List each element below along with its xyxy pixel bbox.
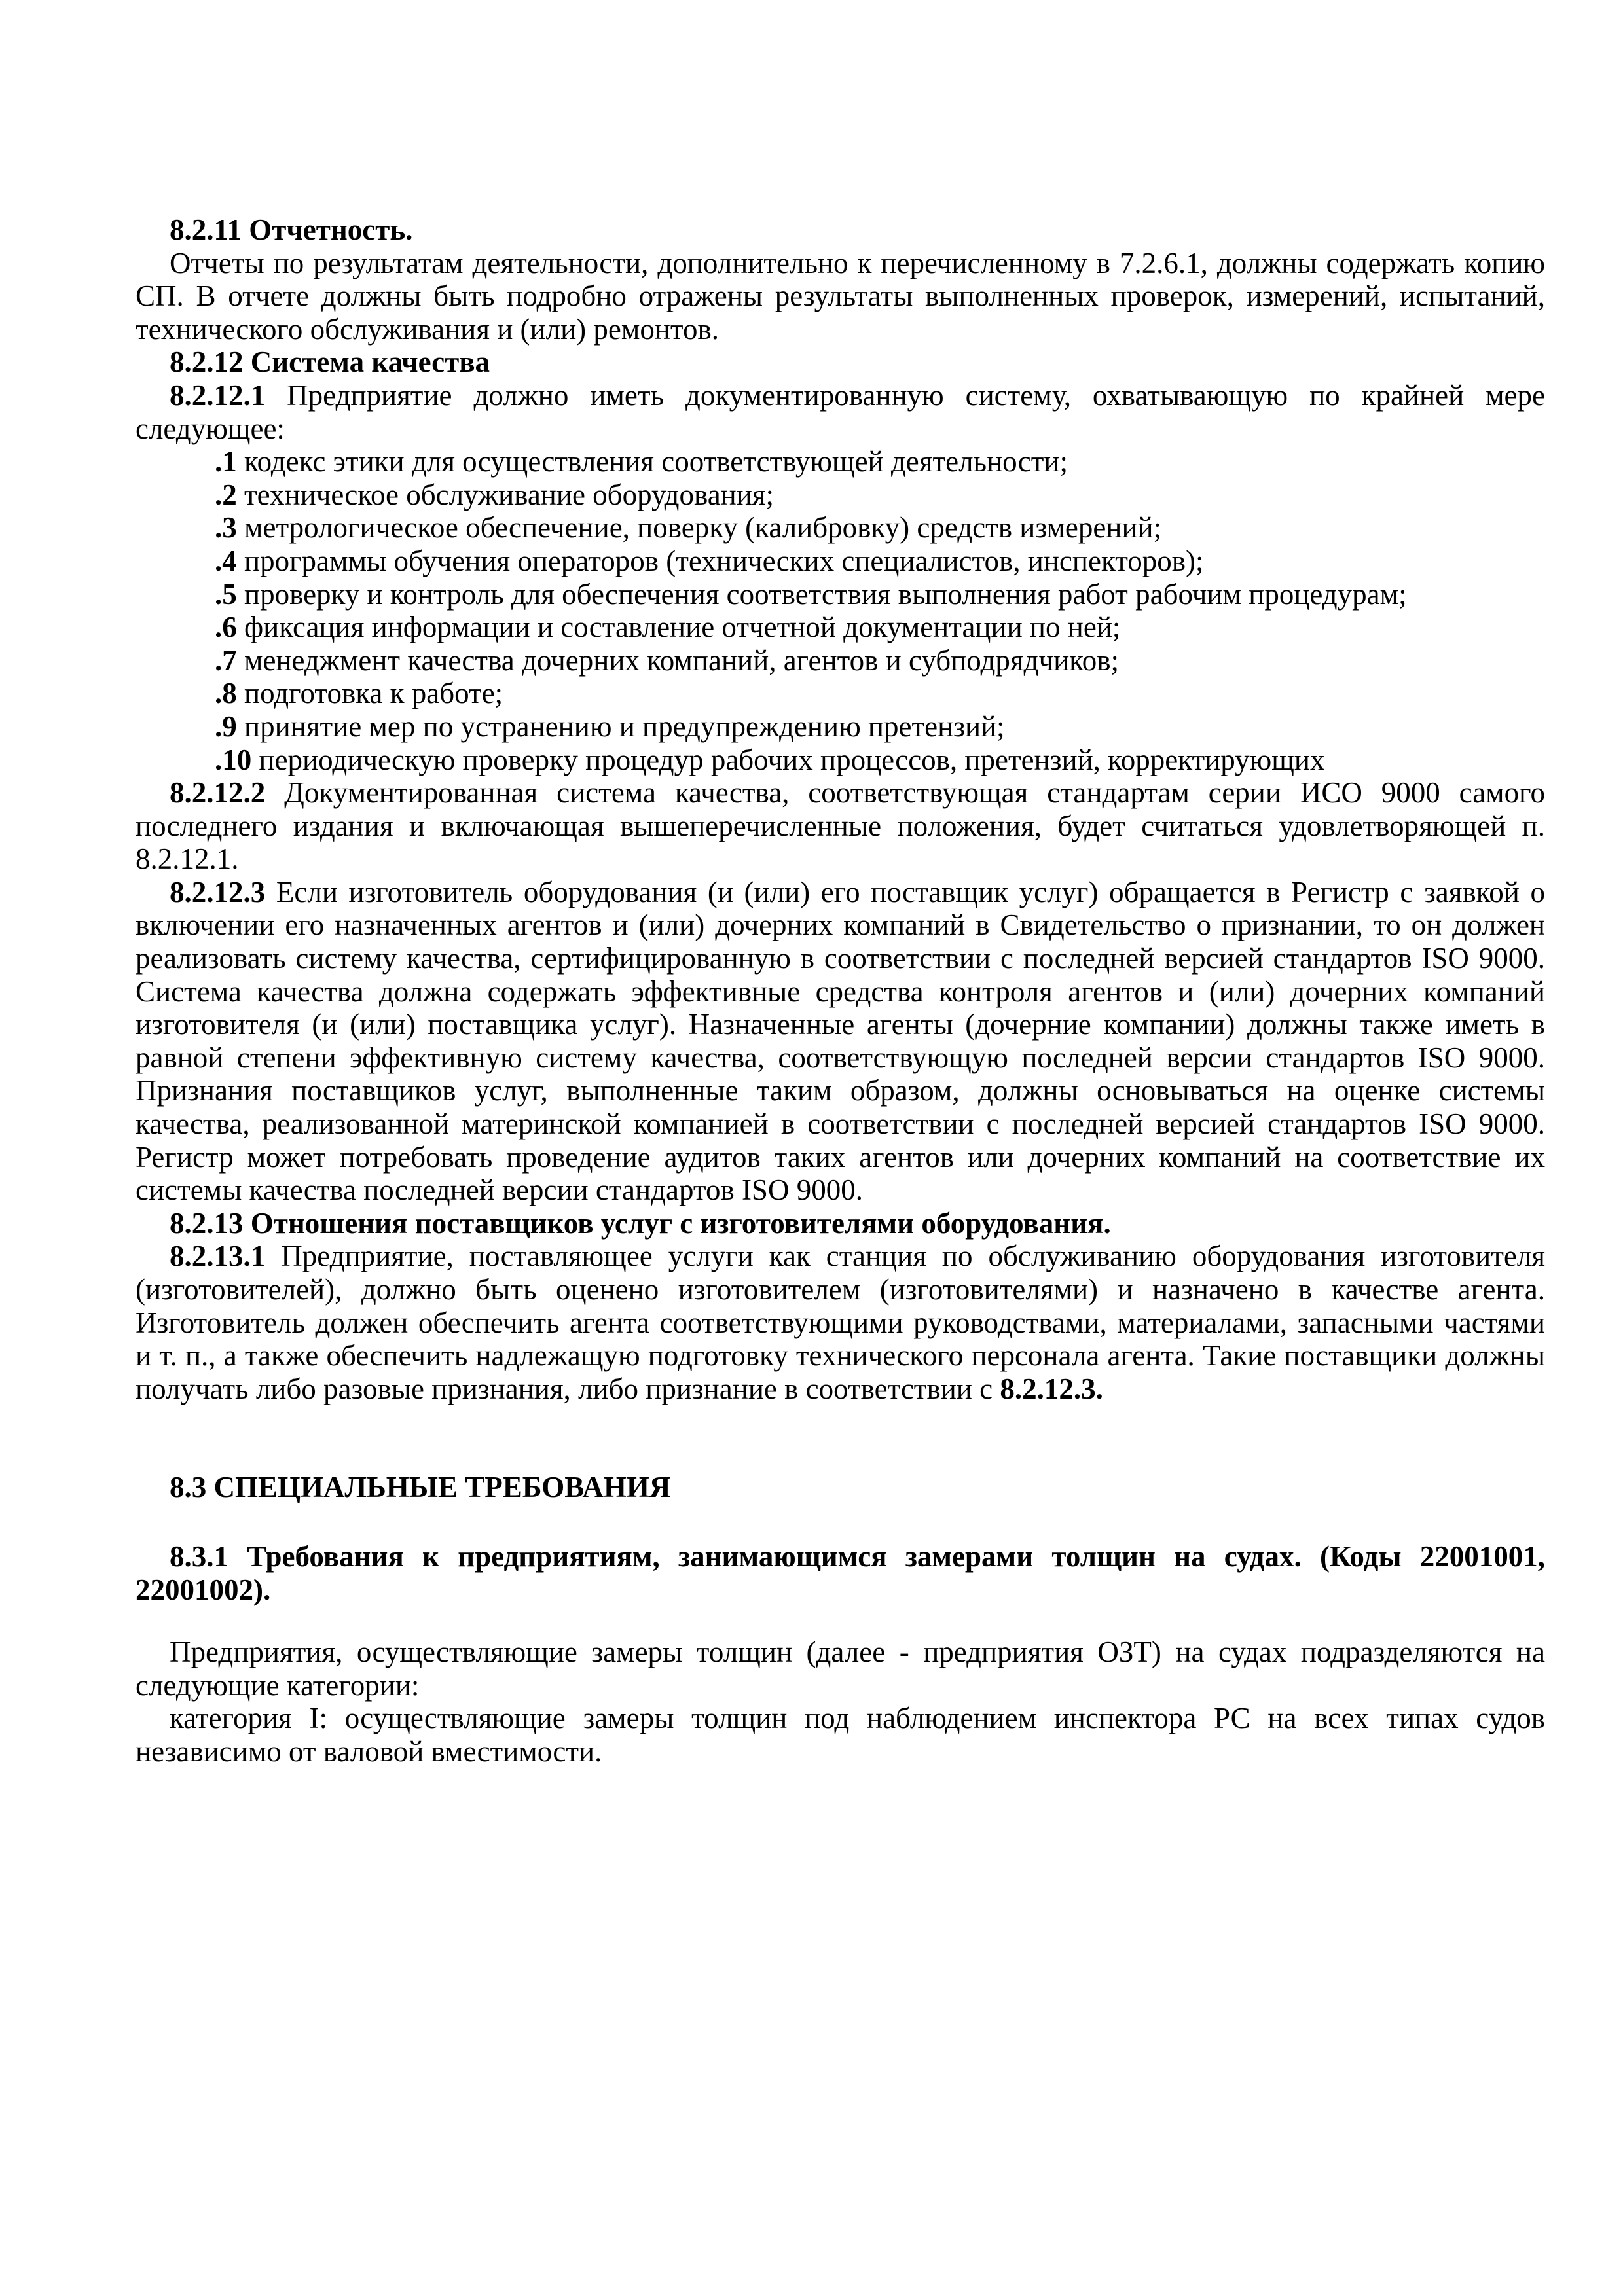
list-item-number: .3 <box>215 511 237 545</box>
cross-reference: 8.2.12.3. <box>1000 1372 1103 1405</box>
list-item <box>136 611 1545 644</box>
section-heading-8-2-13: 8.2.13 Отношения поставщиков услуг с изготовителями оборудования. <box>170 1206 1111 1240</box>
list-item-number: .8 <box>215 677 237 710</box>
spacer <box>136 1405 1545 1471</box>
quality-system-list <box>136 445 1545 776</box>
paragraph-8-2-13-1 <box>136 1240 1545 1405</box>
list-item-text: подготовка к работе; <box>236 677 503 710</box>
list-item-text: фиксация информации и составление отчетной документации по ней; <box>236 611 1121 644</box>
paragraph-category-1: категория I: осуществляющие замеры толщин под наблюдением инспектора РС на всех типах судов независимо от валовой вместимости. <box>136 1702 1545 1768</box>
list-item-text: периодическую проверку процедур рабочих процессов, претензий, корректирующих <box>251 743 1325 776</box>
document-page <box>136 213 1545 1768</box>
clause-text: Документированная система качества, соответствующая стандартам серии ИСО 9000 самого последнего издания и включающая вышеперечисленные положения, будет считаться удовлетворяющей п. 8.2.12.1. <box>136 776 1545 876</box>
list-item-number: .10 <box>215 743 252 776</box>
paragraph-8-2-12-3 <box>136 876 1545 1207</box>
list-item <box>136 445 1545 478</box>
subsection-heading-8-3-1: 8.3.1 Требования к предприятиям, занимающимся замерами толщин на судах. (Коды 22001001, 22001002). <box>136 1539 1545 1606</box>
section-heading-8-2-11: 8.2.11 Отчетность. <box>170 213 413 246</box>
spacer <box>136 1606 1545 1636</box>
list-item-text: техническое обслуживание оборудования; <box>236 478 775 511</box>
list-item-number: .2 <box>215 478 237 511</box>
list-item-number: .9 <box>215 709 237 743</box>
clause-number: 8.2.12.2 <box>170 776 266 810</box>
section-heading-8-2-12: 8.2.12 Система качества <box>170 346 490 379</box>
clause-text: Предприятие должно иметь документированную систему, охватывающую по крайней мере следующее: <box>136 378 1545 445</box>
list-item <box>136 478 1545 512</box>
paragraph-8-2-12-1 <box>136 379 1545 445</box>
clause-text: Если изготовитель оборудования (и (или) его поставщик услуг) обращается в Регистр с заявкой о включении его назначенных агентов и (или) дочерних компаний в Свидетельство о признании, то он должен реализовать систему качества, сертифицированную в соответствии с последней версией стандартов ISO 9000. Система качества должна содержать эффективные средства контроля агентов и (или) дочерних компаний изготовителя (и (или) поставщика услуг). Назначенные агенты (дочерние компании) должны также иметь в равной степени эффективную систему качества, соответствующую последней версии стандартов ISO 9000. Признания поставщиков услуг, выполненные таким образом, должны основываться на оценке системы качества, реализованной материнской компанией в соответствии с последней версией стандартов ISO 9000. Регистр может потребовать проведение аудитов таких агентов или дочерних компаний на соответствие их системы качества последней версии стандартов ISO 9000. <box>136 875 1545 1207</box>
list-item <box>136 677 1545 710</box>
list-item-text: кодекс этики для осуществления соответствующей деятельности; <box>236 445 1068 478</box>
section-heading-8-3: 8.3 СПЕЦИАЛЬНЫЕ ТРЕБОВАНИЯ <box>170 1471 671 1504</box>
list-item-text: программы обучения операторов (технических специалистов, инспекторов); <box>236 544 1204 577</box>
paragraph-reporting: Отчеты по результатам деятельности, дополнительно к перечисленному в 7.2.6.1, должны содержать копию СП. В отчете должны быть подробно отражены результаты выполненных проверок, измерений, испытаний, технического обслуживания и (или) ремонтов. <box>136 246 1545 346</box>
list-item <box>136 710 1545 744</box>
list-item <box>136 644 1545 677</box>
list-item <box>136 744 1545 777</box>
list-item <box>136 578 1545 611</box>
list-item-number: .6 <box>215 611 237 644</box>
list-item-text: метрологическое обеспечение, поверку (калибровку) средств измерений; <box>236 511 1162 545</box>
list-item-number: .7 <box>215 643 237 677</box>
list-item-text: менеджмент качества дочерних компаний, агентов и субподрядчиков; <box>236 643 1119 677</box>
list-item-text: проверку и контроль для обеспечения соответствия выполнения работ рабочим процедурам; <box>236 577 1407 611</box>
clause-number: 8.2.12.3 <box>170 875 266 908</box>
list-item-number: .1 <box>215 445 237 478</box>
list-item <box>136 545 1545 578</box>
list-item-text: принятие мер по устранению и предупреждению претензий; <box>236 709 1005 743</box>
list-item-number: .4 <box>215 544 237 577</box>
paragraph-8-2-12-2 <box>136 776 1545 876</box>
clause-text: Предприятие, поставляющее услуги как станция по обслуживанию оборудования изготовителя (изготовителей), должно быть оценено изготовителем (изготовителями) и назначено в качестве агента. Изготовитель должен обеспечить агента соответствующими руководствами, материалами, запасными частями и т. п., а также обеспечить надлежащую подготовку технического персонала агента. Такие поставщики должны получать либо разовые признания, либо признание в соответствии с <box>136 1240 1545 1405</box>
list-item <box>136 511 1545 545</box>
clause-number: 8.2.13.1 <box>170 1240 266 1273</box>
spacer <box>136 1504 1545 1540</box>
clause-number: 8.2.12.1 <box>170 378 266 412</box>
paragraph-categories-intro: Предприятия, осуществляющие замеры толщин (далее - предприятия ОЗТ) на судах подразделяются на следующие категории: <box>136 1636 1545 1702</box>
list-item-number: .5 <box>215 577 237 611</box>
